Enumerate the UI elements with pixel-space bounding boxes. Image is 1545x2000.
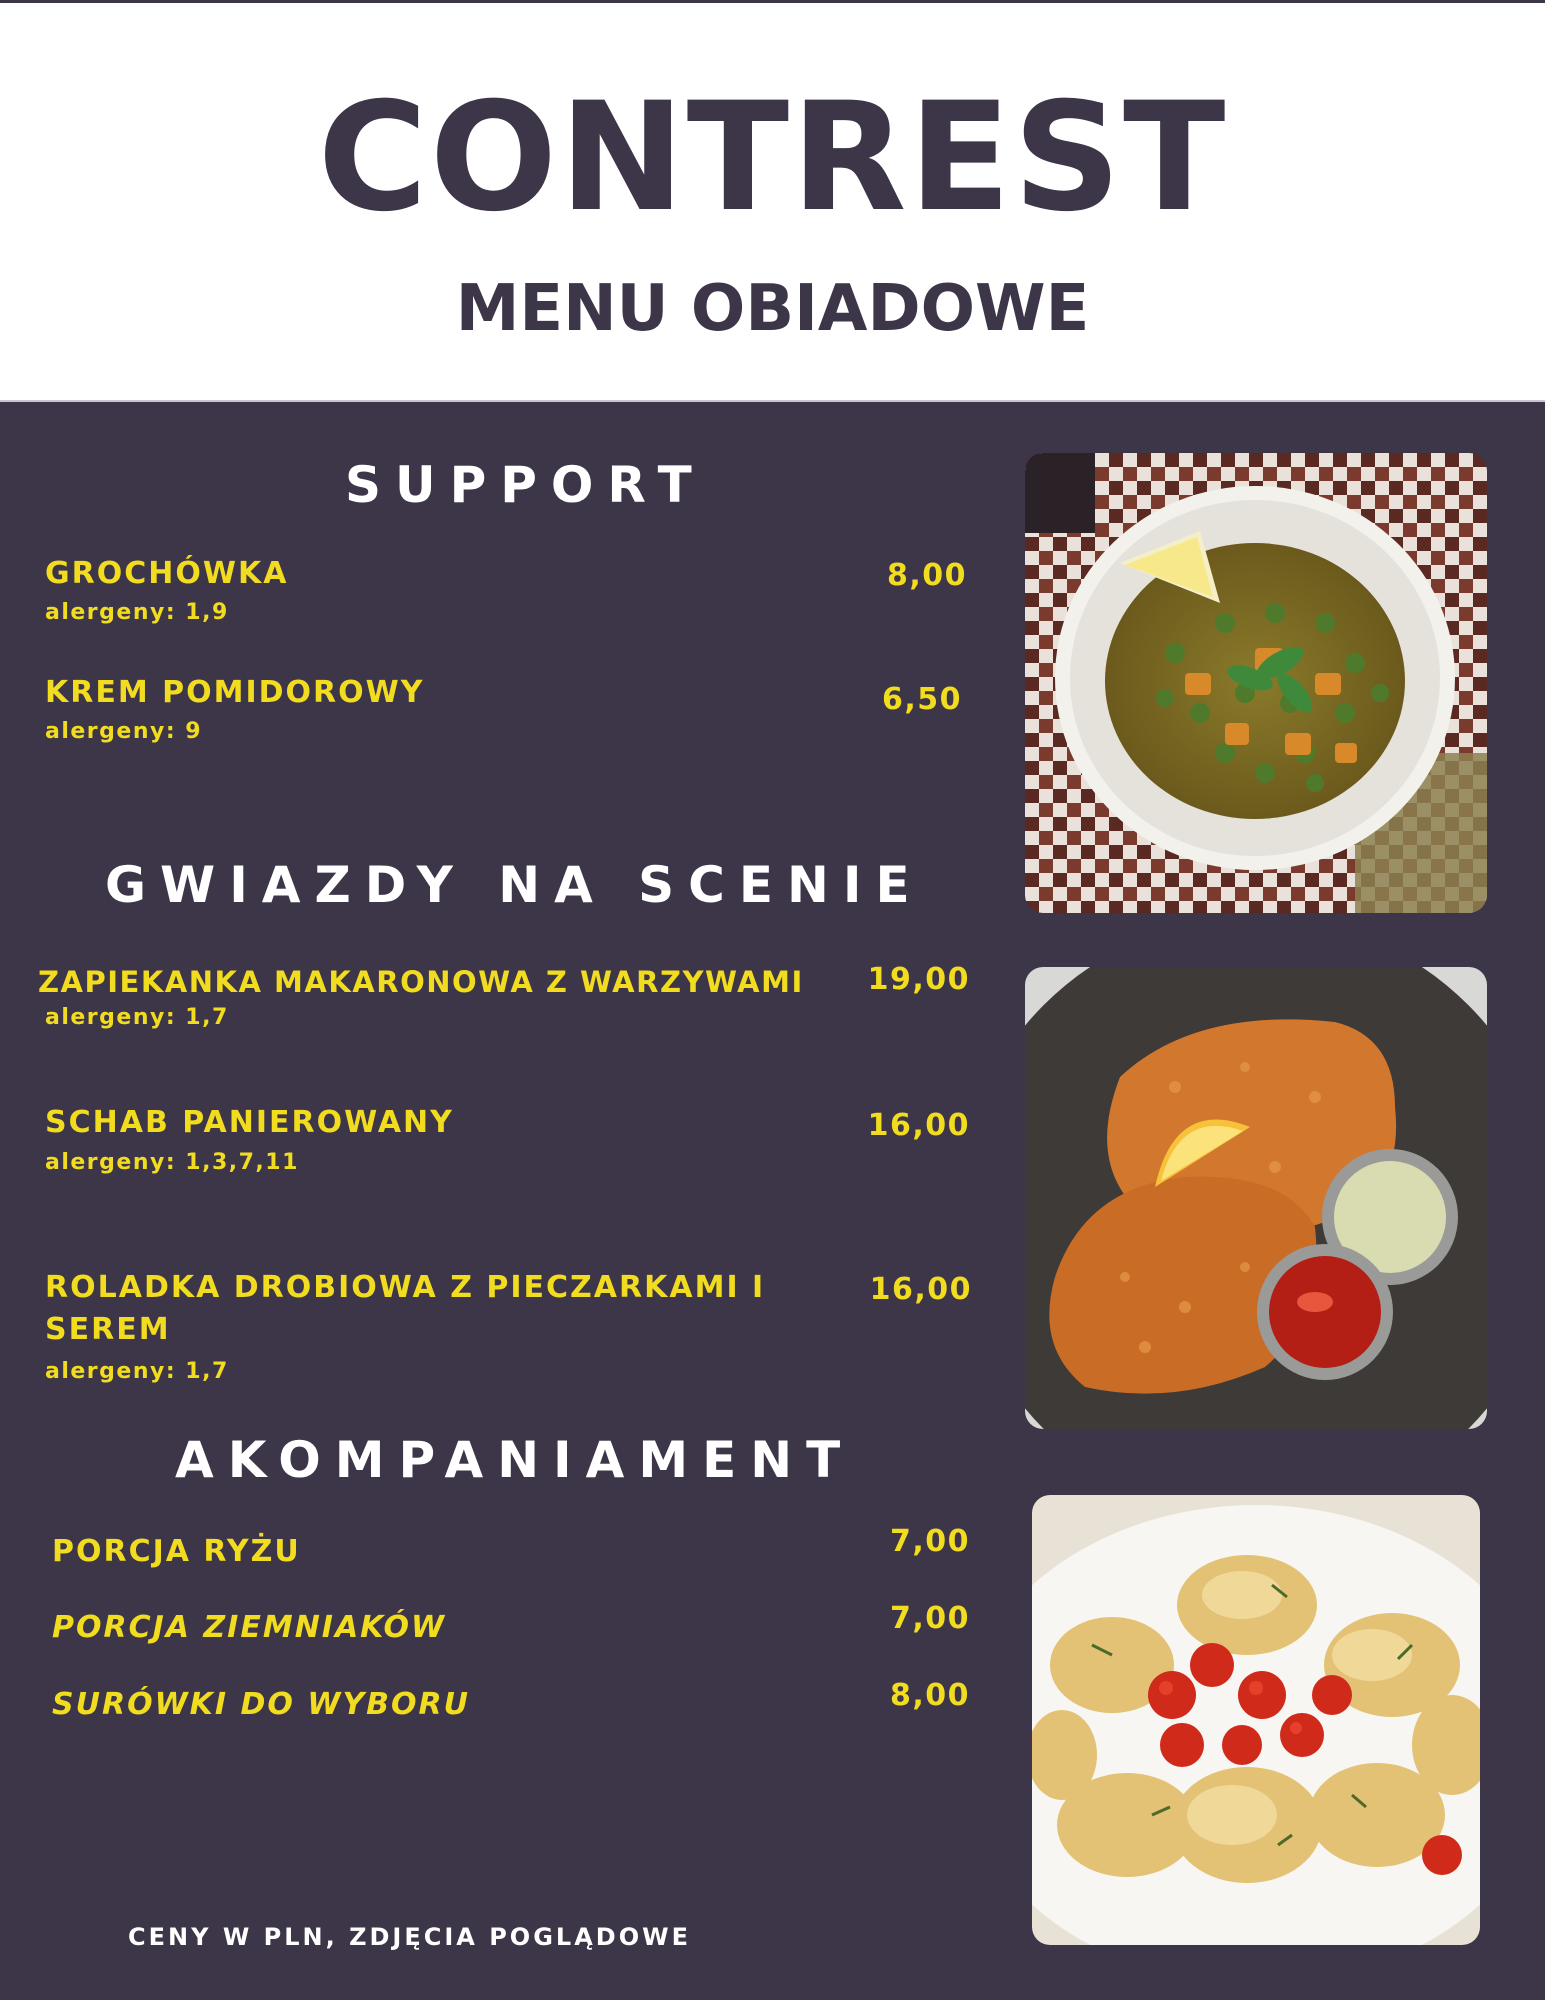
dish-allergens: alergeny: 1,3,7,11 xyxy=(45,1150,299,1175)
cutlet-photo xyxy=(1025,967,1487,1429)
dish-name: PORCJA RYŻU xyxy=(52,1534,301,1569)
dish-price: 16,00 xyxy=(869,1272,972,1307)
restaurant-name: CONTREST xyxy=(317,71,1228,245)
dish-name: SURÓWKI DO WYBORU xyxy=(52,1687,471,1722)
menu-header xyxy=(0,3,1545,402)
dish-price: 8,00 xyxy=(889,1678,970,1713)
menu-title: MENU OBIADOWE xyxy=(455,272,1090,346)
dish-price: 7,00 xyxy=(889,1524,970,1559)
dish-price: 8,00 xyxy=(886,558,967,593)
dish-allergens: alergeny: 1,9 xyxy=(45,600,229,625)
potatoes-photo xyxy=(1032,1495,1480,1945)
dish-price: 7,00 xyxy=(889,1601,970,1636)
soup-photo xyxy=(1025,453,1487,913)
dish-price: 19,00 xyxy=(867,962,970,997)
dish-name: KREM POMIDOROWY xyxy=(45,675,425,710)
dish-name: SCHAB PANIEROWANY xyxy=(45,1105,454,1140)
section-title-sides: AKOMPANIAMENT xyxy=(175,1431,855,1489)
dish-name: GROCHÓWKA xyxy=(45,556,289,591)
dish-name: ZAPIEKANKA MAKARONOWA Z WARZYWAMI xyxy=(38,965,804,999)
section-title-stars: GWIAZDY NA SCENIE xyxy=(105,856,924,914)
dish-name: ROLADKA DROBIOWA Z PIECZARKAMI I SEREM xyxy=(45,1270,766,1347)
dish-price: 6,50 xyxy=(881,682,962,717)
dish-allergens: alergeny: 1,7 xyxy=(45,1005,229,1030)
dish-allergens: alergeny: 9 xyxy=(45,719,203,744)
section-title-support: SUPPORT xyxy=(345,456,706,514)
dish-allergens: alergeny: 1,7 xyxy=(45,1359,229,1384)
dish-name: PORCJA ZIEMNIAKÓW xyxy=(52,1610,447,1645)
footer-note: CENY W PLN, ZDJĘCIA POGLĄDOWE xyxy=(128,1923,691,1951)
dish-price: 16,00 xyxy=(867,1108,970,1143)
